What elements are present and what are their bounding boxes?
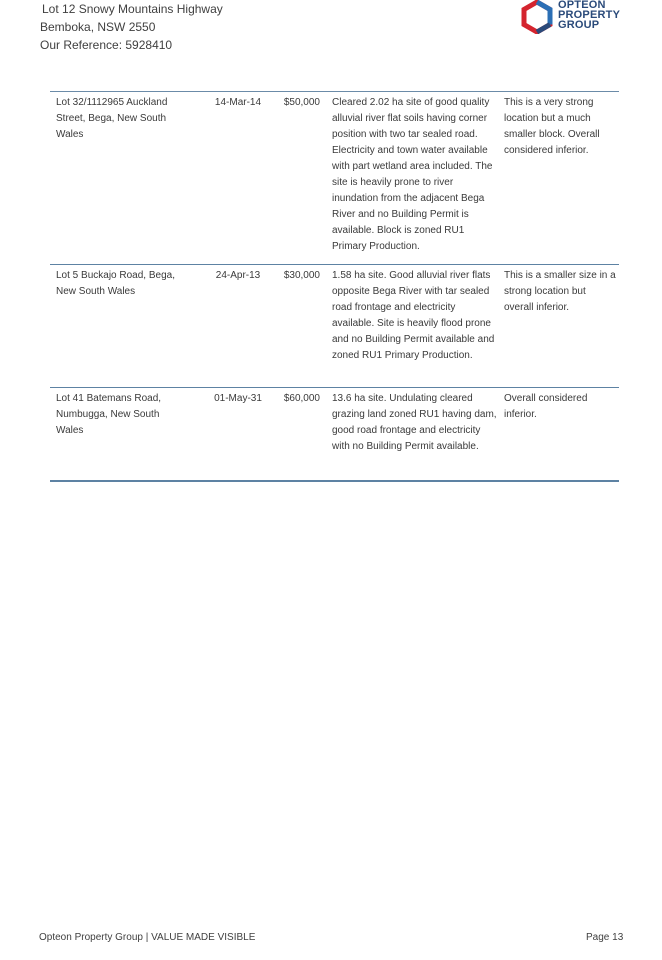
sale-date: 01-May-31 — [214, 393, 262, 404]
sale-address: Lot 41 Batemans Road, Numbugga, New South Wales — [56, 393, 162, 436]
header-suburb-line: Bemboka, NSW 2550 — [40, 20, 156, 34]
sale-date: 14-Mar-14 — [214, 97, 262, 108]
footer-company: Opteon Property Group | VALUE MADE VISIBLE — [39, 932, 256, 943]
sale-address: Lot 32/1112965 Auckland Street, Bega, New South Wales — [56, 97, 168, 140]
sale-description: 1.58 ha site. Good alluvial river flats opposite Bega River with tar sealed road frontage and electricity available. Site is heavily flood prone and no Building Permit available and zoned RU1 Primary Production. — [332, 270, 495, 361]
sale-comment: This is a very strong location but a much smaller block. Overall considered inferior. — [504, 97, 600, 156]
table-row — [50, 265, 619, 388]
header-reference: Our Reference: 5928410 — [40, 38, 173, 52]
sale-description: Cleared 2.02 ha site of good quality alluvial river flat soils having corner position with two tar sealed road. Electricity and town water available with part wetland area included. The site is heavily prone to river inundation from the adjacent Bega River and no Building Permit is available. Block is zoned RU1 Primary Production. — [332, 97, 493, 252]
page-header — [40, 0, 223, 54]
table-row — [50, 92, 619, 265]
sale-price: $50,000 — [283, 97, 320, 108]
hexagon-logo-icon — [520, 0, 554, 34]
table-row — [50, 388, 619, 482]
sale-comment: This is a smaller size in a strong location but overall inferior. — [504, 270, 616, 313]
sale-date: 24-Apr-13 — [215, 270, 261, 281]
sale-comment: Overall considered inferior. — [504, 393, 588, 420]
sale-price: $60,000 — [283, 393, 320, 404]
opteon-logo — [520, 0, 630, 36]
header-address-line: Lot 12 Snowy Mountains Highway — [42, 2, 223, 16]
logo-wordmark: OPTEON PROPERTY GROUP — [558, 0, 621, 31]
sales-evidence-table — [50, 91, 619, 482]
sale-description: 13.6 ha site. Undulating cleared grazing land zoned RU1 having dam, good road frontage and electricity with no Building Permit available. — [332, 393, 497, 452]
sale-price: $30,000 — [283, 270, 320, 281]
page-number: Page 13 — [586, 932, 624, 943]
sale-address: Lot 5 Buckajo Road, Bega, New South Wales — [56, 270, 175, 297]
